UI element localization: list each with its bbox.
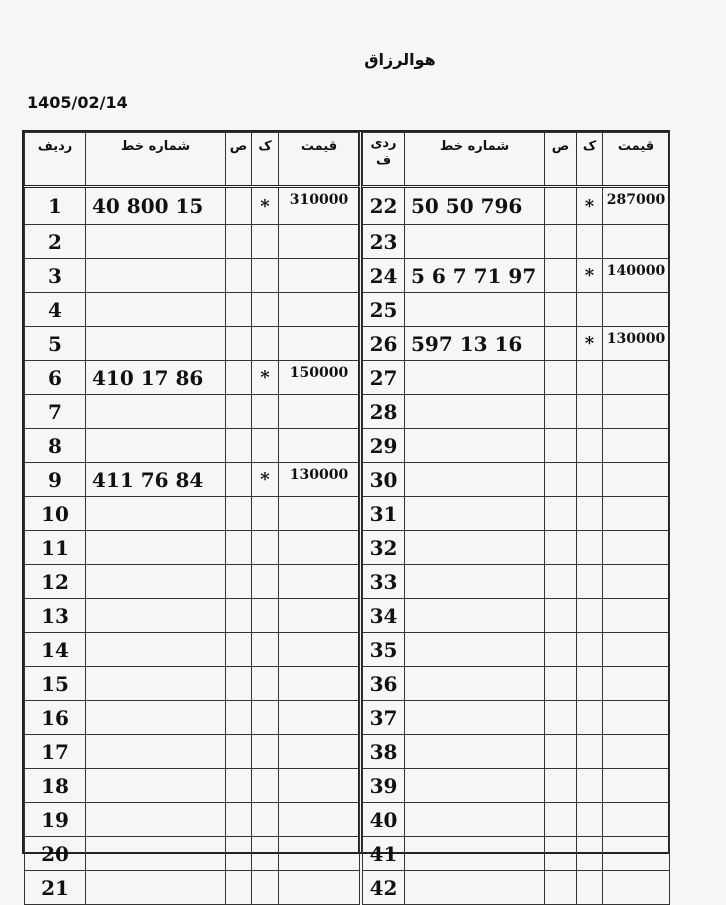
row-number: 20: [25, 837, 86, 871]
header-price: قیمت: [603, 133, 670, 187]
price: [603, 871, 670, 905]
s-cell: [545, 225, 577, 259]
line-number: [405, 599, 545, 633]
table-row: [363, 531, 670, 565]
price: [279, 667, 360, 701]
s-cell: [545, 667, 577, 701]
row-number: 22: [363, 187, 405, 225]
row-number: 35: [363, 633, 405, 667]
price: [603, 531, 670, 565]
row-number: 28: [363, 395, 405, 429]
line-number: [86, 395, 226, 429]
table-row: [363, 701, 670, 735]
s-cell: [545, 701, 577, 735]
s-cell: [226, 225, 252, 259]
k-mark: *: [252, 187, 279, 225]
table-row: [363, 395, 670, 429]
k-mark: [577, 633, 603, 667]
k-mark: *: [577, 259, 603, 293]
right-table-body: [363, 187, 670, 905]
line-number: [405, 497, 545, 531]
s-cell: [545, 769, 577, 803]
k-mark: [577, 701, 603, 735]
s-cell: [545, 327, 577, 361]
line-number: [405, 225, 545, 259]
row-number: 3: [25, 259, 86, 293]
row-number: 11: [25, 531, 86, 565]
table-row: [25, 871, 360, 905]
header-row-number: ردیف: [25, 133, 86, 187]
price: [603, 497, 670, 531]
line-number: [405, 361, 545, 395]
k-mark: *: [577, 327, 603, 361]
table-row: [363, 565, 670, 599]
s-cell: [545, 187, 577, 225]
line-number: 40 800 15: [86, 187, 226, 225]
line-number: [86, 769, 226, 803]
header-k: ک: [577, 133, 603, 187]
row-number: 21: [25, 871, 86, 905]
row-number: 1: [25, 187, 86, 225]
table-row: [25, 463, 360, 497]
row-number: 30: [363, 463, 405, 497]
s-cell: [545, 293, 577, 327]
row-number: 24: [363, 259, 405, 293]
s-cell: [545, 259, 577, 293]
price: [603, 463, 670, 497]
table-row: [363, 803, 670, 837]
price: [279, 633, 360, 667]
row-number: 37: [363, 701, 405, 735]
s-cell: [545, 497, 577, 531]
k-mark: [577, 429, 603, 463]
s-cell: [226, 531, 252, 565]
line-number: [86, 599, 226, 633]
row-number: 34: [363, 599, 405, 633]
s-cell: [226, 803, 252, 837]
k-mark: [252, 633, 279, 667]
s-cell: [226, 497, 252, 531]
s-cell: [226, 429, 252, 463]
line-number: [86, 225, 226, 259]
line-number: [86, 633, 226, 667]
line-number: [405, 395, 545, 429]
k-mark: [577, 225, 603, 259]
header-price: قیمت: [279, 133, 360, 187]
table-row: [25, 395, 360, 429]
s-cell: [545, 531, 577, 565]
price: [279, 769, 360, 803]
s-cell: [226, 871, 252, 905]
price: [279, 327, 360, 361]
table-row: [25, 803, 360, 837]
row-number: 39: [363, 769, 405, 803]
k-mark: *: [252, 463, 279, 497]
s-cell: [545, 429, 577, 463]
row-number: 16: [25, 701, 86, 735]
price: 150000: [279, 361, 360, 395]
s-cell: [226, 735, 252, 769]
line-number: 411 76 84: [86, 463, 226, 497]
price: [279, 531, 360, 565]
price: 140000: [603, 259, 670, 293]
k-mark: [252, 599, 279, 633]
row-number: 13: [25, 599, 86, 633]
line-number: 5 6 7 71 97: [405, 259, 545, 293]
line-number: [405, 803, 545, 837]
row-number: 8: [25, 429, 86, 463]
table-row: [363, 497, 670, 531]
row-number: 25: [363, 293, 405, 327]
s-cell: [226, 463, 252, 497]
table-row: [363, 259, 670, 293]
row-number: 19: [25, 803, 86, 837]
price: [603, 225, 670, 259]
row-number: 29: [363, 429, 405, 463]
table-row: [363, 293, 670, 327]
price-sheet: [22, 130, 670, 900]
table-row: [25, 225, 360, 259]
line-number: [405, 293, 545, 327]
row-number: 23: [363, 225, 405, 259]
price: [603, 701, 670, 735]
line-number: [405, 769, 545, 803]
line-number: [86, 429, 226, 463]
s-cell: [545, 633, 577, 667]
table-row: [363, 463, 670, 497]
header-k: ک: [252, 133, 279, 187]
row-number: 9: [25, 463, 86, 497]
row-number: 27: [363, 361, 405, 395]
price: [279, 599, 360, 633]
row-number: 17: [25, 735, 86, 769]
k-mark: [252, 327, 279, 361]
s-cell: [545, 599, 577, 633]
s-cell: [226, 259, 252, 293]
table-row: [25, 633, 360, 667]
line-number: [86, 667, 226, 701]
line-number: [86, 565, 226, 599]
k-mark: [252, 429, 279, 463]
price: [603, 599, 670, 633]
s-cell: [545, 871, 577, 905]
k-mark: [252, 531, 279, 565]
table-row: [25, 293, 360, 327]
row-number: 7: [25, 395, 86, 429]
header-line-number: شماره خط: [86, 133, 226, 187]
k-mark: [252, 293, 279, 327]
k-mark: [252, 395, 279, 429]
s-cell: [545, 361, 577, 395]
price: [279, 259, 360, 293]
row-number: 36: [363, 667, 405, 701]
k-mark: [577, 769, 603, 803]
k-mark: [577, 293, 603, 327]
s-cell: [226, 293, 252, 327]
s-cell: [226, 769, 252, 803]
table-row: [363, 667, 670, 701]
s-cell: [226, 667, 252, 701]
price: [279, 395, 360, 429]
line-number: [405, 429, 545, 463]
k-mark: [252, 667, 279, 701]
table-row: [25, 429, 360, 463]
price: [603, 361, 670, 395]
k-mark: [252, 259, 279, 293]
left-table-panel: [24, 132, 359, 900]
header-line-number: شماره خط: [405, 133, 545, 187]
table-row: [25, 701, 360, 735]
row-number: 31: [363, 497, 405, 531]
s-cell: [226, 701, 252, 735]
price: [279, 293, 360, 327]
header-s: ص: [226, 133, 252, 187]
k-mark: [577, 803, 603, 837]
row-number: 6: [25, 361, 86, 395]
row-number: 14: [25, 633, 86, 667]
k-mark: [577, 599, 603, 633]
k-mark: [252, 735, 279, 769]
table-row: [25, 735, 360, 769]
header-row-number: ردی ف: [363, 133, 405, 187]
table-row: [363, 769, 670, 803]
table-row: [25, 667, 360, 701]
k-mark: [577, 497, 603, 531]
k-mark: [252, 565, 279, 599]
k-mark: [252, 769, 279, 803]
line-number: 597 13 16: [405, 327, 545, 361]
row-number: 33: [363, 565, 405, 599]
price: [603, 769, 670, 803]
table-row: [363, 327, 670, 361]
table-row: [25, 531, 360, 565]
s-cell: [545, 803, 577, 837]
row-number: 4: [25, 293, 86, 327]
left-table-body: [25, 187, 360, 905]
price: 130000: [603, 327, 670, 361]
price: [279, 225, 360, 259]
row-number: 41: [363, 837, 405, 871]
k-mark: [252, 497, 279, 531]
line-number: [405, 463, 545, 497]
line-number: [405, 667, 545, 701]
right-header-row: [363, 133, 670, 187]
price: [279, 701, 360, 735]
row-number: 40: [363, 803, 405, 837]
line-number: [86, 803, 226, 837]
row-number: 26: [363, 327, 405, 361]
line-number: [405, 531, 545, 565]
table-row: [363, 361, 670, 395]
s-cell: [545, 565, 577, 599]
k-mark: [577, 361, 603, 395]
line-number: [405, 565, 545, 599]
row-number: 42: [363, 871, 405, 905]
row-number: 18: [25, 769, 86, 803]
table-row: [25, 327, 360, 361]
document-date: 1405/02/14: [27, 93, 128, 112]
row-number: 10: [25, 497, 86, 531]
k-mark: [252, 225, 279, 259]
s-cell: [545, 735, 577, 769]
row-number: 12: [25, 565, 86, 599]
s-cell: [226, 187, 252, 225]
k-mark: [252, 701, 279, 735]
line-number: 410 17 86: [86, 361, 226, 395]
table-row: [363, 429, 670, 463]
line-number: [86, 327, 226, 361]
k-mark: *: [577, 187, 603, 225]
row-number: 5: [25, 327, 86, 361]
price: 287000: [603, 187, 670, 225]
table-row: [363, 225, 670, 259]
right-table: [362, 132, 670, 905]
right-table-panel: [361, 132, 668, 900]
header-s: ص: [545, 133, 577, 187]
left-table: [24, 132, 360, 905]
price: [603, 395, 670, 429]
s-cell: [545, 395, 577, 429]
line-number: [86, 701, 226, 735]
left-header-row: [25, 133, 360, 187]
price: [279, 429, 360, 463]
table-row: [363, 633, 670, 667]
k-mark: [577, 565, 603, 599]
s-cell: [226, 633, 252, 667]
table-row: [25, 497, 360, 531]
line-number: [405, 701, 545, 735]
k-mark: [577, 531, 603, 565]
line-number: [86, 293, 226, 327]
table-row: [25, 769, 360, 803]
price: [603, 803, 670, 837]
table-row: [363, 735, 670, 769]
line-number: [86, 531, 226, 565]
k-mark: [252, 871, 279, 905]
s-cell: [545, 463, 577, 497]
s-cell: [226, 395, 252, 429]
line-number: 50 50 796: [405, 187, 545, 225]
row-number: 2: [25, 225, 86, 259]
table-row: [25, 565, 360, 599]
table-row: [25, 187, 360, 225]
k-mark: [577, 463, 603, 497]
price: [279, 803, 360, 837]
s-cell: [226, 361, 252, 395]
k-mark: *: [252, 361, 279, 395]
k-mark: [252, 803, 279, 837]
k-mark: [577, 735, 603, 769]
s-cell: [226, 565, 252, 599]
price: [603, 735, 670, 769]
price: [603, 633, 670, 667]
line-number: [86, 259, 226, 293]
price: [279, 497, 360, 531]
line-number: [405, 871, 545, 905]
price: [603, 667, 670, 701]
price: [603, 565, 670, 599]
table-row: [363, 599, 670, 633]
price: [603, 429, 670, 463]
s-cell: [226, 599, 252, 633]
k-mark: [577, 871, 603, 905]
price: 310000: [279, 187, 360, 225]
price: [279, 871, 360, 905]
price: [279, 735, 360, 769]
table-row: [25, 599, 360, 633]
price: [279, 565, 360, 599]
line-number: [405, 735, 545, 769]
s-cell: [226, 327, 252, 361]
table-row: [363, 871, 670, 905]
row-number: 38: [363, 735, 405, 769]
row-number: 15: [25, 667, 86, 701]
row-number: 32: [363, 531, 405, 565]
page-title: هوالرزاق: [364, 50, 436, 69]
k-mark: [577, 395, 603, 429]
table-row: [25, 259, 360, 293]
price: 130000: [279, 463, 360, 497]
line-number: [86, 735, 226, 769]
price: [603, 293, 670, 327]
line-number: [86, 497, 226, 531]
table-row: [25, 361, 360, 395]
line-number: [405, 633, 545, 667]
k-mark: [577, 667, 603, 701]
line-number: [86, 871, 226, 905]
table-row: [363, 187, 670, 225]
